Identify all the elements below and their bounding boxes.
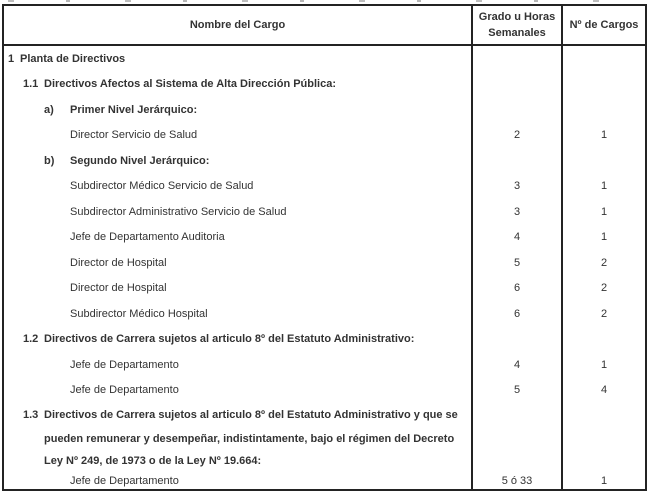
cargo-name-cell (4, 123, 471, 149)
cargo-name-cell (4, 276, 471, 302)
grado-cell (471, 148, 561, 174)
cargo-name: Director de Hospital (70, 282, 167, 295)
grado-cell: 3 (471, 199, 561, 225)
grado-cell: 4 (471, 225, 561, 251)
num-cargos-cell: 2 (561, 276, 645, 302)
header-grado-u-horas (471, 6, 561, 44)
table-row (4, 327, 645, 353)
cargo-name: Directivos Afectos al Sistema de Alta Dirección Pública: (44, 78, 337, 91)
table-header-row (4, 6, 645, 46)
cargo-name-cell (4, 97, 471, 123)
grado-cell: 4 (471, 352, 561, 378)
cargo-name: Jefe de Departamento Auditoria (70, 231, 225, 244)
num-cargos-cell (561, 148, 645, 174)
row-number: 1 (8, 52, 15, 65)
num-cargos-cell (561, 427, 645, 450)
table-row (4, 472, 645, 489)
table-row (4, 276, 645, 302)
cargo-name: Subdirector Médico Hospital (70, 307, 208, 320)
cargo-name-cell (4, 472, 471, 489)
grado-cell: 5 (471, 250, 561, 276)
grado-cell: 2 (471, 123, 561, 149)
cargo-name: pueden remunerar y desempeñar, indistintamente, bajo el régimen del Decreto (44, 432, 455, 445)
cargo-name-cell (4, 72, 471, 98)
row-number: b) (44, 154, 55, 167)
table-row (4, 97, 645, 123)
cargo-name: Subdirector Administrativo Servicio de Salud (70, 205, 287, 218)
table-row (4, 450, 645, 472)
cargo-name-cell (4, 46, 471, 72)
row-number: 1.3 (23, 409, 39, 421)
grado-cell: 6 (471, 301, 561, 327)
cargo-name-cell (4, 174, 471, 200)
cargo-name-cell (4, 327, 471, 353)
cargo-name: Director Servicio de Salud (70, 129, 198, 142)
cargo-name-cell (4, 148, 471, 174)
table-row (4, 301, 645, 327)
cargos-table (2, 4, 647, 491)
cargo-name: Directivos de Carrera sujetos al articulo 8º del Estatuto Administrativo: (44, 333, 415, 346)
num-cargos-cell: 1 (561, 174, 645, 200)
table-row (4, 427, 645, 450)
cargo-name-cell (4, 250, 471, 276)
num-cargos-cell: 2 (561, 250, 645, 276)
num-cargos-cell: 1 (561, 352, 645, 378)
num-cargos-cell (561, 403, 645, 427)
table-row (4, 123, 645, 149)
num-cargos-cell: 1 (561, 225, 645, 251)
cargo-name: Segundo Nivel Jerárquico: (70, 154, 210, 167)
num-cargos-cell: 1 (561, 472, 645, 489)
table-row (4, 250, 645, 276)
cargo-name: Jefe de Departamento (70, 384, 179, 397)
table-row (4, 72, 645, 98)
table-body (4, 46, 645, 489)
grado-cell: 5 (471, 378, 561, 404)
cargo-name: Jefe de Departamento (70, 358, 179, 371)
grado-cell (471, 46, 561, 72)
num-cargos-cell (561, 97, 645, 123)
grado-cell (471, 403, 561, 427)
num-cargos-cell (561, 46, 645, 72)
num-cargos-cell: 1 (561, 199, 645, 225)
num-cargos-cell: 1 (561, 123, 645, 149)
header-num-de-cargos: Nº de Cargos (561, 6, 645, 44)
table-row (4, 148, 645, 174)
cargo-name: Primer Nivel Jerárquico: (70, 103, 198, 116)
cargo-name-cell (4, 427, 471, 450)
grado-cell: 5 ó 33 (471, 472, 561, 489)
grado-cell: 3 (471, 174, 561, 200)
row-number: 1.2 (23, 333, 39, 346)
cargo-name-cell (4, 301, 471, 327)
grado-cell (471, 427, 561, 450)
cargo-name: Planta de Directivos (20, 52, 126, 65)
cargo-name-cell (4, 378, 471, 404)
row-number: a) (44, 103, 54, 116)
cargo-name-cell (4, 450, 471, 472)
cargo-name: Subdirector Médico Servicio de Salud (70, 180, 254, 193)
cargo-name-cell (4, 225, 471, 251)
table-row (4, 46, 645, 72)
num-cargos-cell (561, 72, 645, 98)
num-cargos-cell: 4 (561, 378, 645, 404)
row-number: 1.1 (23, 78, 39, 91)
header-nombre-del-cargo: Nombre del Cargo (189, 19, 286, 31)
table-row (4, 403, 645, 427)
grado-cell (471, 97, 561, 123)
table-row (4, 378, 645, 404)
cargo-name-cell (4, 352, 471, 378)
grado-cell (471, 327, 561, 353)
num-cargos-cell (561, 450, 645, 472)
table-row (4, 174, 645, 200)
cropped-content-artifact (8, 0, 642, 2)
cargo-name: Directivos de Carrera sujetos al articulo 8º del Estatuto Administrativo y que se (44, 409, 458, 421)
cargo-name: Director de Hospital (70, 256, 167, 269)
header-grado-line1: Grado u Horas (478, 11, 556, 23)
table-row (4, 225, 645, 251)
cargo-name-cell (4, 199, 471, 225)
cargo-name-cell (4, 403, 471, 427)
num-cargos-cell (561, 327, 645, 353)
grado-cell (471, 450, 561, 472)
cargo-name: Ley Nº 249, de 1973 o de la Ley Nº 19.664: (44, 455, 262, 467)
cargo-name: Jefe de Departamento (70, 475, 179, 487)
table-row (4, 352, 645, 378)
grado-cell: 6 (471, 276, 561, 302)
header-grado-line2: Semanales (488, 27, 546, 39)
table-row (4, 199, 645, 225)
num-cargos-cell: 2 (561, 301, 645, 327)
grado-cell (471, 72, 561, 98)
